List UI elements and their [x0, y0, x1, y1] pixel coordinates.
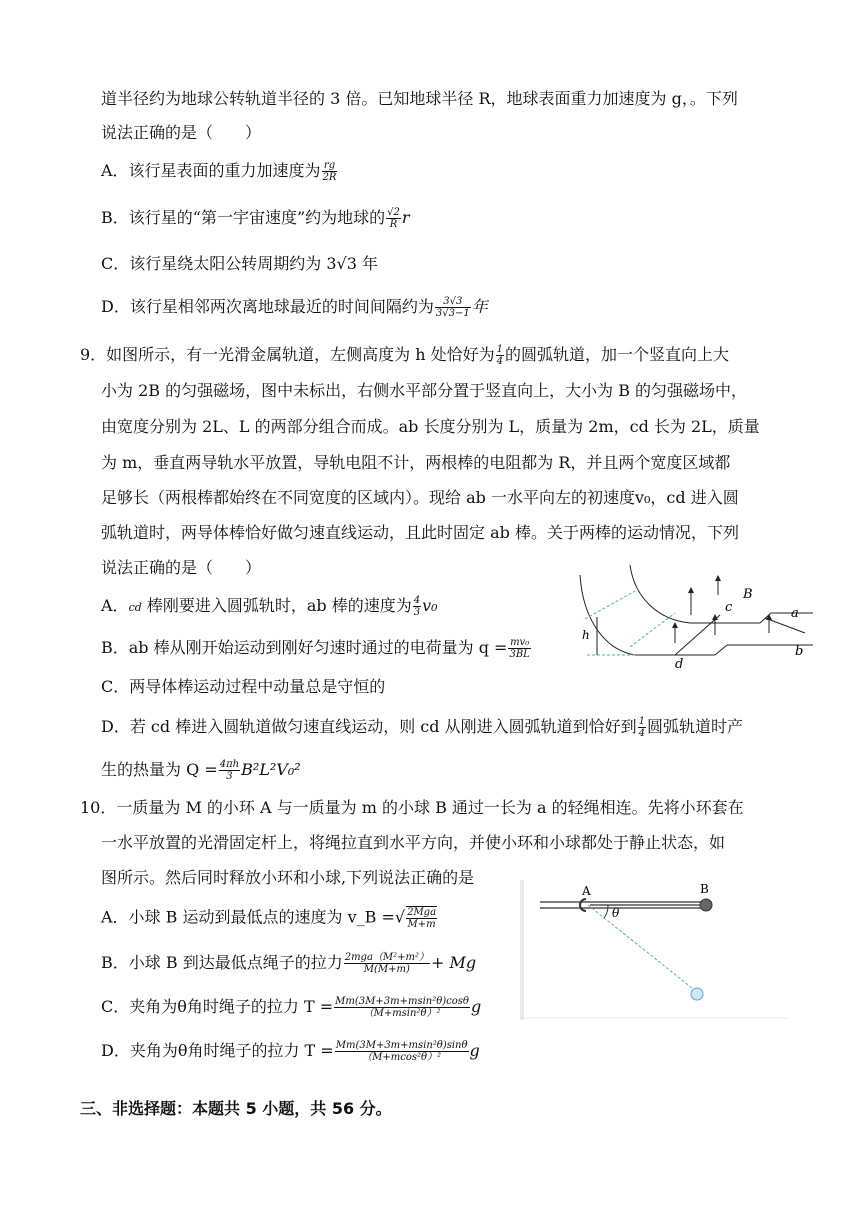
fraction: $\frac{\text{mv₀}}{3BL}$ [509, 637, 530, 660]
inner-arc-rail [580, 575, 635, 655]
ball-B-swung [691, 988, 703, 1000]
q10-ring-ball-diagram [520, 880, 788, 1020]
q10-option-b: B．小球 B 到达最低点绳子的拉力 $\frac{\text{2mga（M²+m²）}}{M(M+m)}$ + Mg [101, 952, 477, 975]
rod-ab [765, 618, 805, 633]
label-ring-A: A [582, 884, 591, 898]
label-ball-B: B [700, 882, 709, 896]
q10-stem-line2: 一水平放置的光滑固定杆上，将绳拉直到水平方向，并使小环和小球都处于静止状态，如 [101, 833, 726, 852]
label-h: h [582, 628, 590, 642]
fraction: $\frac{\text{Mm(3M+3m+msin²θ)sinθ}}{\text{（M+mcos²θ）²}}$ [335, 1040, 468, 1063]
q9-option-d-line2: 生的热量为 Q = $\frac{4\pi h}{3}$ B²L²V₀² [101, 759, 301, 782]
q9-stem-line1: 9．如图所示，有一光滑金属轨道，左侧高度为 h 处恰好为 $\frac{1}{4}$ 的圆弧轨道，加一个竖直向上大 [80, 344, 730, 367]
fraction: $\frac{1}{4}$ [496, 344, 504, 367]
q8-option-a: A．该行星表面的重力加速度为 $\frac{rg}{2R}$ [101, 160, 337, 183]
q9-stem-line3: 由宽度分别为 2L、L 的两部分组合而成。ab 长度分别为 L，质量为 2m，cd 长为 2L，质量 [101, 417, 760, 436]
label-a: a [791, 606, 799, 621]
q8-stem-line1: 道半径约为地球公转轨道半径的 3 倍。已知地球半径 R，地球表面重力加速度为 g，。下列 [101, 89, 738, 108]
fraction: $\frac{3√3}{3√3-1}$ [435, 296, 470, 319]
fraction: $\frac{√2}{R}$ [387, 207, 400, 230]
q8-option-c: C．该行星绕太阳公转周期约为 3√3 年 [101, 254, 378, 273]
sqrt-fraction: $\frac{\text{2Mga}}{M+m}$ [407, 907, 437, 930]
label-d: d [675, 657, 684, 670]
q8-option-b: B．该行星的“第一宇宙速度”约为地球的 $\frac{√2}{R}$ r [101, 207, 410, 230]
fraction: $\frac{4}{3}$ [413, 595, 421, 618]
q9-stem-line2: 小为 2B 的匀强磁场，图中未标出，右侧水平部分置于竖直向上，大小为 B 的匀强磁场中， [101, 381, 748, 400]
q9-option-c: C．两导体棒运动过程中动量总是守恒的 [101, 677, 386, 696]
q9-stem-line7: 说法正确的是（ ） [101, 558, 262, 577]
q10-option-a: A．小球 B 运动到最低点的速度为 v_B =√ $\frac{\text{2Mga}}{M+m}$ [101, 907, 437, 930]
label-c: c [725, 600, 733, 615]
q10-option-c: C．夹角为θ角时绳子的拉力 T = $\frac{\text{Mm(3M+3m+msin²θ)cosθ}}{\text{（M+msin²θ）²}}$ g [101, 996, 482, 1019]
q9-option-b: B．ab 棒从刚开始运动到刚好匀速时通过的电荷量为 q = $\frac{\text{mv₀}}{3BL}$ [101, 637, 530, 660]
section-heading: 三、非选择题：本题共 5 小题，共 56 分。 [80, 1099, 392, 1118]
q10-stem-line1: 10．一质量为 M 的小环 A 与一质量为 m 的小球 B 通过一长为 a 的轻绳相连。先将小环套在 [80, 798, 744, 817]
label-b: b [795, 644, 804, 659]
fraction: $\frac{rg}{2R}$ [322, 160, 337, 183]
outer-arc-rail [630, 565, 690, 623]
label-B: B [743, 587, 753, 602]
q9-rail-diagram [575, 565, 815, 670]
ball-B [700, 899, 712, 911]
fraction: $\frac{\text{2mga（M²+m²）}}{M(M+m)}$ [344, 952, 430, 975]
fraction: $\frac{4\pi h}{3}$ [219, 759, 240, 782]
q9-stem-line4: 为 m，垂直两导轨水平放置，导轨电阻不计，两根棒的电阻都为 R，并且两个宽度区域都 [101, 453, 731, 472]
rod-cd [675, 615, 720, 655]
fraction: $\frac{1}{4}$ [638, 716, 645, 739]
q9-option-d-line1: D．若 cd 棒进入圆轨道做匀速直线运动，则 cd 从刚进入圆弧轨道到恰好到 $\frac{1}{4}$ 圆弧轨道时产 [101, 716, 743, 739]
q8-stem-line2: 说法正确的是（ ） [101, 123, 262, 142]
fraction: $\frac{\text{Mm(3M+3m+msin²θ)cosθ}}{\text{（M+msin²θ）²}}$ [335, 996, 469, 1019]
q8-option-d: D．该行星相邻两次离地球最近的时间间隔约为 $\frac{3√3}{3√3-1}$ 年 [101, 296, 488, 319]
q10-option-d: D．夹角为θ角时绳子的拉力 T = $\frac{\text{Mm(3M+3m+msin²θ)sinθ}}{\text{（M+mcos²θ）²}}$ g [101, 1040, 480, 1063]
q10-stem-line3: 图所示。然后同时释放小环和小球,下列说法正确的是 [101, 868, 475, 887]
q9-option-a: A．cd 棒刚要进入圆弧轨时，ab 棒的速度为 $\frac{4}{3}$ v₀ [101, 595, 438, 618]
q9-stem-line5: 足够长（两根棒都始终在不同宽度的区域内）。现给 ab 一水平向左的初速度v₀，cd 进入圆 [101, 488, 739, 507]
ring-A [580, 899, 586, 911]
q9-stem-line6: 弧轨道时，两导体棒恰好做匀速直线运动，且此时固定 ab 棒。关于两棒的运动情况，下列 [101, 523, 739, 542]
label-theta: θ [612, 906, 620, 920]
